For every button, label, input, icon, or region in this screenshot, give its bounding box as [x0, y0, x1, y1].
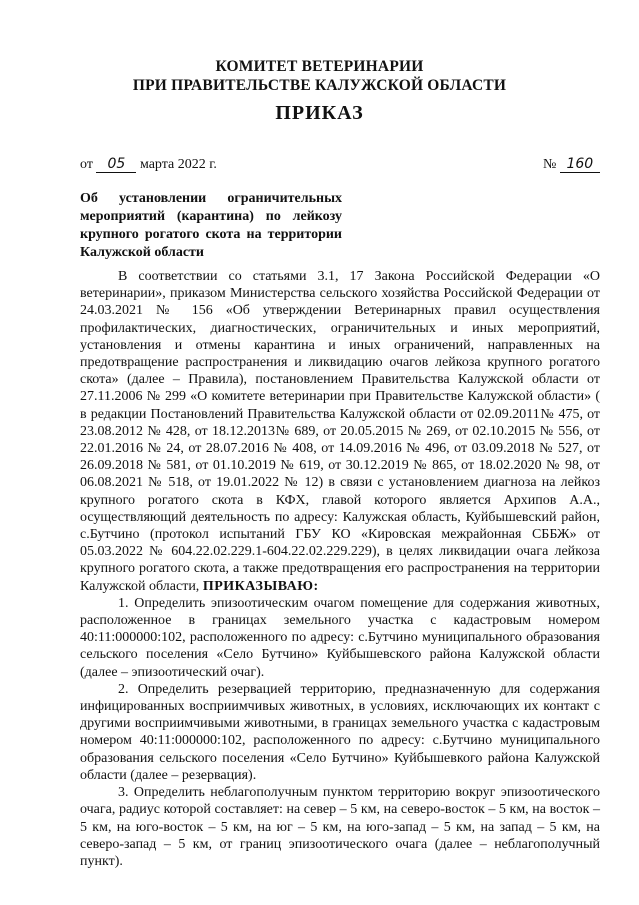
document-date [80, 156, 217, 173]
issuer-line-1: КОМИТЕТ ВЕТЕРИНАРИИ [215, 58, 424, 75]
issuer-line-2: ПРИ ПРАВИТЕЛЬСТВЕ КАЛУЖСКОЙ ОБЛАСТИ [132, 77, 507, 94]
order-item-3: 3. Определить неблагополучным пунктом территорию вокруг эпизоотического очага, радиус которой составляет: на север – 5 км, на северо-восток – 5 км, на восток – 5 км, на юго-восток – 5 км, на юг – 5 км, на юго-запад – 5 км, на запад – 5 км, на северо-запад – 5 км, от границ эпизоотического очага (далее – неблагополучный пункт). [80, 785, 600, 869]
date-month-year: марта 2022 г. [139, 157, 217, 172]
document-type: ПРИКАЗ [275, 102, 364, 124]
document-body [80, 268, 600, 870]
preamble-text: В соответствии со статьями 3.1, 17 Закона Российской Федерации «О ветеринарии», приказом Министерства сельского хозяйства Российской Федерации от 24.03.2021 № 156 «Об утверждении Ветеринарных правил осуществления профилактических, диагностических, ограничительных и иных мероприятий, установления и отмены карантина и иных ограничений, направленных на предотвращение распространения и ликвидацию очагов лейкоза крупного рогатого скота» (далее – Правила), постановлением Правительства Калужской области от 27.11.2006 № 299 «О комитете ветеринарии при Правительстве Калужской области» ( в редакции Постановлений Правительства Калужской области от 02.09.2011№ 475, от 23.08.2012 № 428, от 18.12.2013№ 689, от 20.05.2015 № 269, от 02.10.2015 № 556, от 22.01.2016 № 24, от 28.07.2016 № 408, от 14.09.2016 № 496, от 03.09.2018 № 527, от 26.09.2018 № 581, от 01.10.2019 № 619, от 30.12.2019 № 865, от 18.02.2020 № 98, от 06.08.2021 № 518, от 19.01.2022 № 12) в связи с установлением диагноза на лейкоз крупного рогатого скота в КФХ, главой которого является Архипов А.А., осуществляющий деятельность по адресу: Калужская область, Куйбышевский район, с.Бутчино (протокол испытаний ГБУ КО «Кировская межрайонная СББЖ» от 05.03.2022 № 604.22.02.229.1-604.22.02.229.229), в целях ликвидации очага лейкоза крупного рогатого скота, а также предотвращения его распространения на территории Калужской области, [80, 269, 600, 594]
date-day-handwritten: 05 [96, 156, 136, 173]
order-word: ПРИКАЗЫВАЮ: [202, 578, 319, 594]
number-value-handwritten: 160 [560, 156, 600, 173]
order-item-1: 1. Определить эпизоотическим очагом помещение для содержания животных, расположенное в границах земельного участка с кадастровым номером 40:11:000000:102, расположенного по адресу: с.Бутчино муниципального образования сельского поселения «Село Бутчино» Куйбышевского района Калужской области (далее – эпизоотический очаг). [80, 595, 600, 680]
order-item-2: 2. Определить резервацией территорию, предназначенную для содержания инфицированных восприимчивых животных, в условиях, исключающих их контакт с другими восприимчивыми животными, в границах земельного участка с кадастровым номером 40:11:000000:102, расположенного по адресу: с.Бутчино муниципального образования сельского поселения «Село Бутчино» Куйбышевкого района Калужской области (далее – резервация). [80, 681, 600, 783]
preamble-paragraph [80, 268, 600, 595]
number-label: № [543, 157, 557, 172]
date-prefix: от [80, 157, 93, 172]
document-number [543, 156, 600, 173]
document-subject: Об установлении ограничительных мероприятий (карантина) по лейкозу крупного рогатого скота на территории Калужской области [80, 191, 342, 260]
